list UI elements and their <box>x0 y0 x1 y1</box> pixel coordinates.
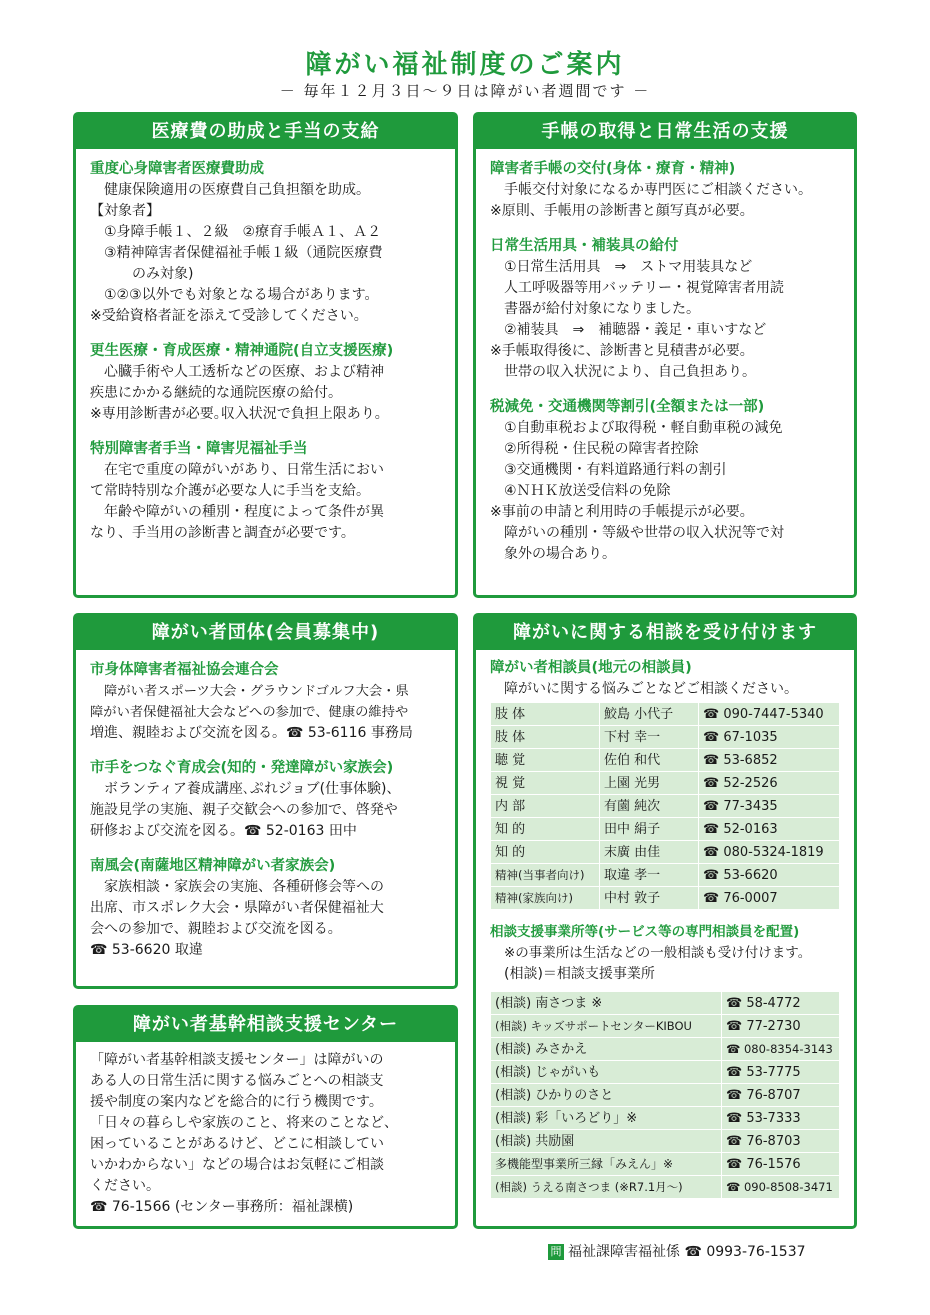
section-title: 重度心身障害者医療費助成 <box>90 161 264 177</box>
section-title: 相談支援事業所等(サービス等の専門相談員を配置) <box>490 924 800 940</box>
section-title: 税減免・交通機関等割引(全額または一部) <box>490 399 765 415</box>
text-line: 【対象者】 <box>90 203 160 219</box>
section-title: 市身体障害者福祉協会連合会 <box>90 662 279 678</box>
text-line: ください。 <box>90 1178 160 1194</box>
counselor-phone: ☎ 090-7447-5340 <box>699 703 840 726</box>
table-row <box>491 703 840 726</box>
counselor-phone: ☎ 76-0007 <box>699 887 840 910</box>
office-name: (相談) 彩「いろどり」※ <box>491 1107 722 1130</box>
counselor-name: 佐伯 和代 <box>600 749 699 772</box>
text-line: ④ＮＨＫ放送受信料の免除 <box>504 483 671 499</box>
counselor-name: 有薗 純次 <box>600 795 699 818</box>
counselor-phone: ☎ 67-1035 <box>699 726 840 749</box>
counselor-phone: ☎ 53-6852 <box>699 749 840 772</box>
office-name: (相談) 共励園 <box>491 1130 722 1153</box>
text-line: 会への参加で、親睦および交流を図る。 <box>90 921 342 937</box>
text-line: ※専用診断書が必要｡収入状況で負担上限あり。 <box>90 406 389 422</box>
text-line: ①②③以外でも対象となる場合があります。 <box>104 287 379 303</box>
text-line: 在宅で重度の障がいがあり、日常生活におい <box>104 462 384 478</box>
office-phone: ☎ 090-8508-3471 <box>722 1176 840 1199</box>
office-phone: ☎ 58-4772 <box>722 992 840 1015</box>
office-name: (相談) ひかりのさと <box>491 1084 722 1107</box>
text-line: 象外の場合あり。 <box>504 546 616 562</box>
text-line: 出席、市スポレク大会・県障がい者保健福祉大 <box>90 900 384 916</box>
text-line: のみ対象) <box>132 266 194 282</box>
handbook-support-box <box>473 112 857 598</box>
counselor-name: 田中 絹子 <box>600 818 699 841</box>
text-line: (相談)＝相談支援事業所 <box>504 966 655 982</box>
center-phone: ☎ 76-1566 (センター事務所：福祉課横) <box>90 1199 354 1215</box>
box-title: 障がい者団体(会員募集中) <box>76 616 455 650</box>
counselor-type: 視 覚 <box>491 772 600 795</box>
counselor-phone: ☎ 52-0163 <box>699 818 840 841</box>
counselor-type: 肢 体 <box>491 726 600 749</box>
text-line: 障がいの種別・等級や世帯の収入状況等で対 <box>504 525 784 541</box>
page-title: 障がい福祉制度のご案内 <box>305 50 625 80</box>
office-name: (相談) キッズサポートセンターKIBOU <box>491 1015 722 1038</box>
section-title: 南風会(南薩地区精神障がい者家族会) <box>90 858 336 874</box>
text-line: 「障がい者基幹相談支援センター」は障がいの <box>90 1052 384 1068</box>
section-title: 市手をつなぐ育成会(知的・発達障がい家族会) <box>90 760 394 776</box>
inquiry-icon: 問 <box>548 1244 564 1260</box>
text-line: ②補装具 ⇒ 補聴器・義足・車いすなど <box>504 322 767 338</box>
text-line: ※手帳取得後に、診断書と見積書が必要。 <box>490 343 754 359</box>
text-line: ②所得税・住民税の障害者控除 <box>504 441 699 457</box>
text-line: ①自動車税および取得税・軽自動車税の減免 <box>504 420 783 436</box>
text-line: 障がいに関する悩みごとなどご相談ください。 <box>504 681 798 697</box>
text-line: ※の事業所は生活などの一般相談も受け付けます。 <box>504 945 812 961</box>
counselor-phone: ☎ 52-2526 <box>699 772 840 795</box>
section-title: 特別障害者手当・障害児福祉手当 <box>90 441 308 457</box>
counselor-name: 取違 孝一 <box>600 864 699 887</box>
text-line: 研修および交流を図る。☎ 52-0163 田中 <box>90 823 357 839</box>
table-row <box>491 1176 840 1199</box>
box-title: 障がいに関する相談を受け付けます <box>476 616 854 650</box>
text-line: ※受給資格者証を添えて受診してください。 <box>90 308 368 324</box>
table-row <box>491 864 840 887</box>
table-row <box>491 772 840 795</box>
text-line: て常時特別な介護が必要な人に手当を支給。 <box>90 483 370 499</box>
counselor-phone: ☎ 53-6620 <box>699 864 840 887</box>
text-line: 書器が給付対象になりました。 <box>504 301 700 317</box>
table-row <box>491 841 840 864</box>
office-phone: ☎ 76-8703 <box>722 1130 840 1153</box>
text-line: ①身障手帳１、２級 ②療育手帳Ａ１、Ａ２ <box>104 224 382 240</box>
text-line: 施設見学の実施、親子交歓会への参加で、啓発や <box>90 802 398 818</box>
counselor-type: 精神(当事者向け) <box>491 864 600 887</box>
office-phone: ☎ 76-1576 <box>722 1153 840 1176</box>
counselor-name: 下村 幸一 <box>600 726 699 749</box>
table-row <box>491 726 840 749</box>
table-row <box>491 818 840 841</box>
office-name: (相談) みさかえ <box>491 1038 722 1061</box>
counselor-type: 内 部 <box>491 795 600 818</box>
text-line: 人工呼吸器等用バッテリー・視覚障害者用読 <box>504 280 784 296</box>
footer-contact <box>548 1241 806 1261</box>
consultation-center-box <box>73 1005 458 1229</box>
text-line: ある人の日常生活に関する悩みごとへの相談支 <box>90 1073 384 1089</box>
text-line: 困っていることがあるけど、どこに相談してい <box>90 1136 384 1152</box>
text-line: ①日常生活用具 ⇒ ストマ用装具など <box>504 259 753 275</box>
table-row <box>491 795 840 818</box>
table-row <box>491 992 840 1015</box>
text-line: 年齢や障がいの種別・程度によって条件が異 <box>104 504 384 520</box>
text-line: 健康保険適用の医療費自己負担額を助成。 <box>104 182 370 198</box>
office-phone: ☎ 53-7775 <box>722 1061 840 1084</box>
counselor-type: 聴 覚 <box>491 749 600 772</box>
table-row <box>491 1130 840 1153</box>
table-row <box>491 1038 840 1061</box>
table-row <box>491 1107 840 1130</box>
text-line: 障がい者スポーツ大会・グラウンドゴルフ大会・県 <box>104 684 409 699</box>
box-title: 手帳の取得と日常生活の支援 <box>476 115 854 149</box>
counselor-type: 知 的 <box>491 841 600 864</box>
text-line: 手帳交付対象になるか専門医にご相談ください。 <box>504 182 812 198</box>
counselor-name: 末廣 由佳 <box>600 841 699 864</box>
table-row <box>491 1153 840 1176</box>
text-line: 家族相談・家族会の実施、各種研修会等への <box>104 879 384 895</box>
page-subtitle: － 毎年１２月３日～９日は障がい者週間です － <box>279 82 651 100</box>
counselor-type: 知 的 <box>491 818 600 841</box>
section-title: 障がい者相談員(地元の相談員) <box>490 660 692 676</box>
text-line: 心臓手術や人工透析などの医療、および精神 <box>104 364 384 380</box>
text-line: ※事前の申請と利用時の手帳提示が必要。 <box>490 504 754 520</box>
table-row <box>491 887 840 910</box>
counselor-name: 上園 光男 <box>600 772 699 795</box>
office-phone: ☎ 53-7333 <box>722 1107 840 1130</box>
text-line: なり、手当用の診断書と調査が必要です。 <box>90 525 355 541</box>
table-row <box>491 749 840 772</box>
counselor-type: 精神(家族向け) <box>491 887 600 910</box>
text-line: ③精神障害者保健福祉手帳１級（通院医療費 <box>104 245 383 261</box>
section-title: 更生医療・育成医療・精神通院(自立支援医療) <box>90 343 394 359</box>
office-name: (相談) じゃがいも <box>491 1061 722 1084</box>
office-table <box>490 991 840 1199</box>
text-line: ※原則、手帳用の診断書と顔写真が必要。 <box>490 203 754 219</box>
text-line: 障がい者保健福祉大会などへの参加で、健康の維持や <box>90 705 409 720</box>
section-title: 日常生活用具・補装具の給付 <box>490 238 679 254</box>
table-row <box>491 1061 840 1084</box>
office-name: (相談) 南さつま ※ <box>491 992 722 1015</box>
text-line: 疾患にかかる継続的な通院医療の給付。 <box>90 385 342 401</box>
text-line: 世帯の収入状況により、自己負担あり。 <box>504 364 756 380</box>
footer-text: 福祉課障害福祉係 ☎ 0993-76-1537 <box>568 1244 806 1260</box>
section-title: 障害者手帳の交付(身体・療育・精神) <box>490 161 736 177</box>
text-line: 増進、親睦および交流を図る。☎ 53-6116 事務局 <box>90 725 413 741</box>
table-row <box>491 1015 840 1038</box>
office-phone: ☎ 77-2730 <box>722 1015 840 1038</box>
office-name: (相談) うえる南さつま (※R7.1月～) <box>491 1176 722 1199</box>
text-line: 援や制度の案内などを総合的に行う機関です。 <box>90 1094 383 1110</box>
office-name: 多機能型事業所三縁「みえん」※ <box>491 1153 722 1176</box>
office-phone: ☎ 080-8354-3143 <box>722 1038 840 1061</box>
medical-benefits-box <box>73 112 458 598</box>
office-phone: ☎ 76-8707 <box>722 1084 840 1107</box>
disability-groups-box <box>73 613 458 989</box>
counselor-name: 鮫島 小代子 <box>600 703 699 726</box>
box-title: 医療費の助成と手当の支給 <box>76 115 455 149</box>
box-title: 障がい者基幹相談支援センター <box>76 1008 455 1042</box>
counselor-phone: ☎ 77-3435 <box>699 795 840 818</box>
counselor-type: 肢 体 <box>491 703 600 726</box>
counselor-phone: ☎ 080-5324-1819 <box>699 841 840 864</box>
table-row <box>491 1084 840 1107</box>
text-line: ③交通機関・有料道路通行料の割引 <box>504 462 727 478</box>
text-line: いかわからない」などの場合はお気軽にご相談 <box>90 1157 384 1173</box>
text-line: 「日々の暮らしや家族のこと、将来のことなど、 <box>90 1115 398 1131</box>
text-line: ☎ 53-6620 取違 <box>90 942 203 958</box>
consultation-box <box>473 613 857 1229</box>
counselor-table <box>490 702 840 910</box>
text-line: ボランティア養成講座､ぷれジョブ(仕事体験)、 <box>104 781 401 797</box>
counselor-name: 中村 敦子 <box>600 887 699 910</box>
